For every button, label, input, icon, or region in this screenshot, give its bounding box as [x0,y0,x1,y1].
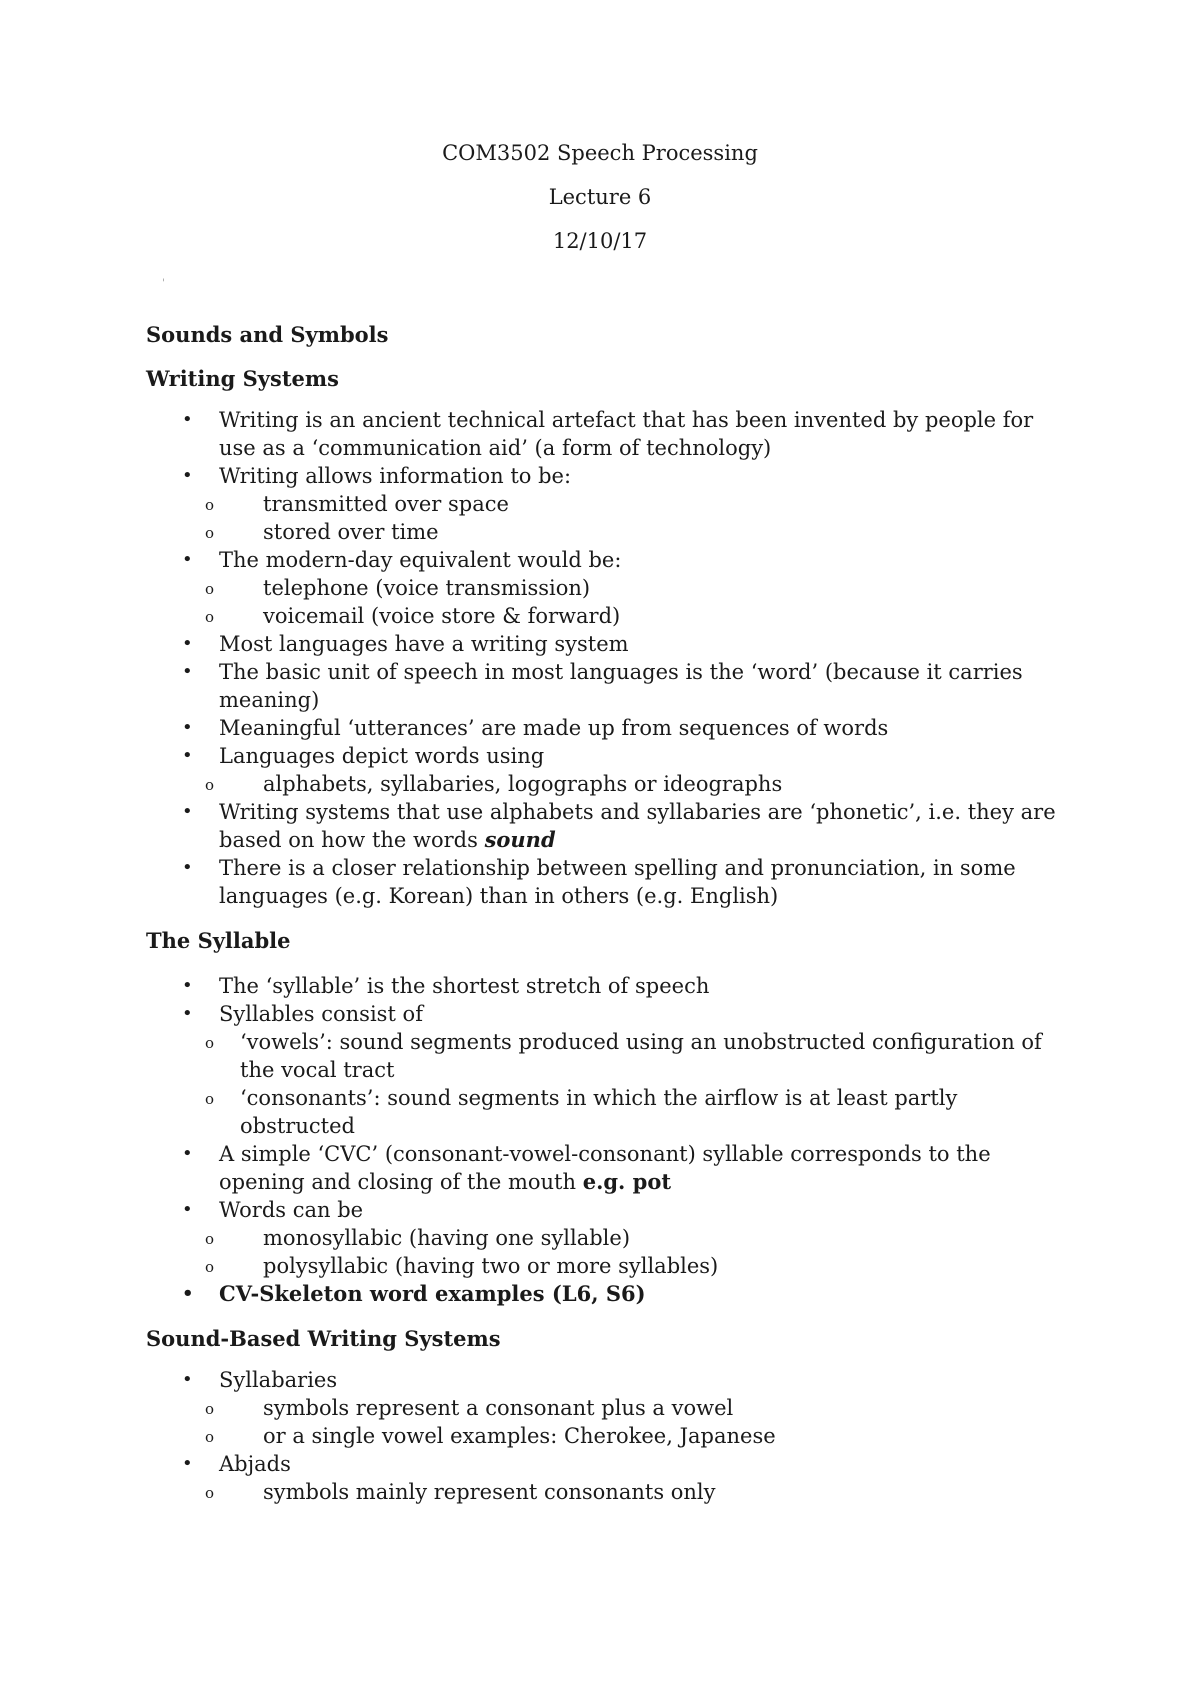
lecture-number: Lecture 6 [548,185,652,209]
circle-bullet-icon: o [205,1484,215,1502]
writing-systems-list [146,406,1066,910]
bullet-icon: • [182,801,193,822]
circle-bullet-icon: o [205,608,215,626]
emphasis-text: e.g. pot [582,1169,672,1194]
bullet-icon: • [182,1283,194,1304]
bullet-icon: • [182,549,193,570]
list-item-text: Writing allows information to be: [219,464,572,488]
list-item-text: Words can be [219,1198,364,1222]
sub-list-item: o ‘consonants’: sound segments in which the airflow is at least partly obstructed [205,1086,958,1138]
bullet-icon: • [182,633,193,654]
bullet-icon: • [182,1199,193,1220]
bullet-icon: • [182,409,193,430]
sub-list-item: o transmitted over space [205,490,1066,518]
sub-list-item: o polysyllabic (having two or more syllables) [205,1252,1066,1280]
list-item [146,798,1066,854]
circle-bullet-icon: o [205,496,215,514]
section-heading-writing-systems: Writing Systems [146,366,339,391]
section-heading-syllable: The Syllable [146,928,291,953]
circle-bullet-icon: o [205,580,215,598]
sub-list [146,1478,1066,1506]
list-item [146,742,1066,798]
lecture-date: 12/10/17 [552,229,648,253]
list-item-text: There is a closer relationship between spelling and pronunciation, in some languages (e.g. Korean) than in others (e.g. English) [219,856,1016,908]
bullet-icon: • [182,465,193,486]
bullet-icon: • [182,745,193,766]
circle-bullet-icon: o [205,1400,215,1418]
list-item [146,546,1066,630]
bullet-icon: • [182,1369,193,1390]
bullet-icon: • [182,1143,193,1164]
list-item [146,714,1066,742]
sub-list [146,1028,1066,1140]
bullet-icon: • [182,1003,193,1024]
sub-list-item: o ‘vowels’: sound segments produced using an unobstructed configuration of the vocal tract [205,1030,1042,1082]
syllable-list [146,972,1066,1308]
list-item-text: Languages depict words using [219,744,545,768]
list-item [146,462,1066,546]
bullet-icon: • [182,1453,193,1474]
sub-list [146,1224,1066,1280]
circle-bullet-icon: o [205,1034,215,1052]
circle-bullet-icon: o [205,1090,215,1108]
bullet-icon: • [182,975,193,996]
bullet-icon: • [182,661,193,682]
list-item [146,1000,1066,1140]
sub-list-item: o telephone (voice transmission) [205,574,1066,602]
stray-mark: ' [162,278,165,289]
circle-bullet-icon: o [205,1258,215,1276]
sub-list-item: o symbols represent a consonant plus a vowel [205,1394,1066,1422]
list-item [146,658,1066,714]
list-item-text: Abjads [219,1452,291,1476]
circle-bullet-icon: o [205,776,215,794]
list-item-text: Syllabaries [219,1368,338,1392]
list-item [146,1280,1066,1308]
emphasis-text: sound [484,827,556,852]
list-item [146,630,1066,658]
list-item-text: The basic unit of speech in most languages is the ‘word’ (because it carries meaning) [219,660,1023,712]
sub-list [146,490,1066,546]
list-item-text: Meaningful ‘utterances’ are made up from sequences of words [219,716,889,740]
list-item [146,972,1066,1000]
list-item [146,1450,1066,1506]
list-item [146,1140,1066,1196]
list-item-text: The ‘syllable’ is the shortest stretch of speech [219,974,710,998]
section-heading-sound-based: Sound-Based Writing Systems [146,1326,501,1351]
sub-list-item: o symbols mainly represent consonants only [205,1478,1066,1506]
list-item-text: Writing systems that use alphabets and syllabaries are ‘phonetic’, i.e. they are based on how the words [219,800,1056,852]
document-header [0,140,1200,272]
sound-based-list [146,1366,1066,1506]
course-title: COM3502 Speech Processing [442,141,758,165]
sub-list-item: o monosyllabic (having one syllable) [205,1224,1066,1252]
list-item-text: Most languages have a writing system [219,632,629,656]
sub-list [146,574,1066,630]
sub-list [146,770,1066,798]
list-item-text: Writing is an ancient technical artefact that has been invented by people for use as a ‘communication aid’ (a form of technology) [219,408,1034,460]
sub-list-item: o alphabets, syllabaries, logographs or ideographs [205,770,1066,798]
circle-bullet-icon: o [205,1428,215,1446]
list-item-text: The modern-day equivalent would be: [219,548,622,572]
section-heading-sounds-symbols: Sounds and Symbols [146,322,389,347]
sub-list [146,1394,1066,1450]
sub-list-item: o stored over time [205,518,1066,546]
list-item-text: A simple ‘CVC’ (consonant-vowel-consonant) syllable corresponds to the opening and closing of the mouth [219,1142,991,1194]
list-item-text: CV-Skeleton word examples (L6, S6) [219,1281,646,1306]
list-item [146,1196,1066,1280]
document-body [146,322,1066,1524]
sub-list-item: o or a single vowel examples: Cherokee, Japanese [205,1422,1066,1450]
bullet-icon: • [182,857,193,878]
list-item [146,406,1066,462]
list-item-text: Syllables consist of [219,1002,423,1026]
sub-list-item: o voicemail (voice store & forward) [205,602,1066,630]
list-item [146,854,1066,910]
bullet-icon: • [182,717,193,738]
list-item [146,1366,1066,1450]
circle-bullet-icon: o [205,1230,215,1248]
circle-bullet-icon: o [205,524,215,542]
